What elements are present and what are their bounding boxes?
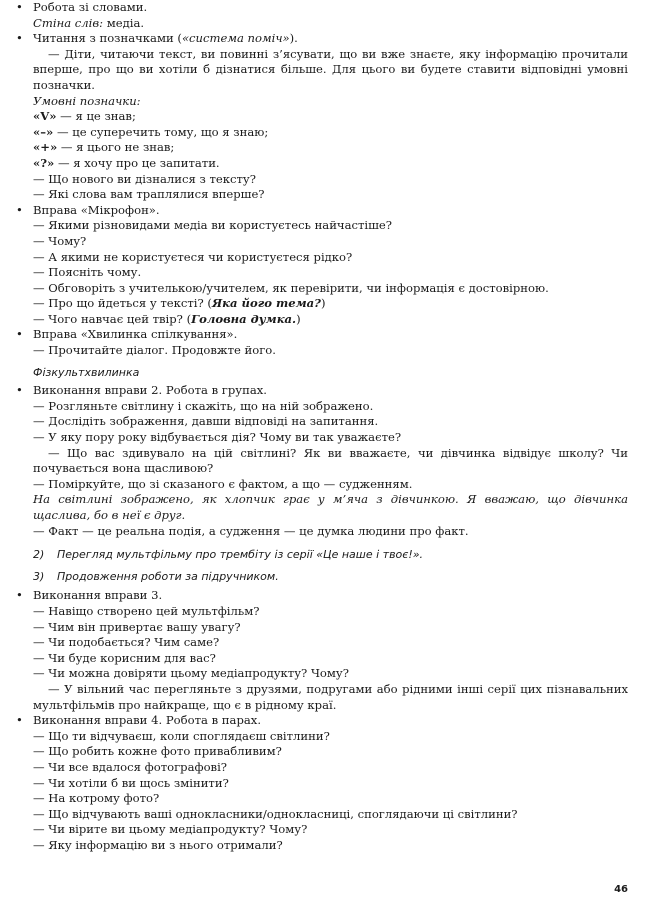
question-line: — На котрому фото? — [33, 791, 160, 806]
question-line: — Чи подобається? Чим саме? — [33, 635, 220, 650]
page-number: 46 — [614, 884, 628, 895]
question-paragraph: — Що вас здивувало на цій світлині? Як ви вважаєте, чи дівчинка відвідує школу? Чи почувається вона щасливою? — [33, 445, 628, 476]
bullet-work-with-words: • Робота зі словами. — [0, 0, 650, 16]
question-line: — Чи буде корисним для вас? — [33, 650, 216, 665]
question-line: — Обговоріть з учителькою/учителем, як перевірити, чи інформація є достовірною. — [33, 280, 549, 295]
question-line: — Що нового ви дізналися з тексту? — [33, 171, 256, 186]
question-line: — Що відчувають ваші однокласники/однокласниці, споглядаючи ці світлини? — [33, 806, 518, 821]
sample-answer-paragraph: На світлині зображено, як хлопчик грає у м’яча з дівчинкою. Я вважаю, що дівчинка щаслива, бо в неї є друг. — [33, 492, 628, 522]
question-line: — Чи хотіли б ви щось змінити? — [33, 775, 229, 790]
mark-minus-line: «–» — це суперечить тому, що я знаю; — [33, 124, 269, 139]
question-line: — Поміркуйте, що зі сказаного є фактом, а що — судженням. — [33, 476, 413, 491]
question-line: — Які слова вам траплялися вперше? — [33, 187, 265, 202]
question-line: — Дослідіть зображення, давши відповіді на запитання. — [33, 414, 379, 429]
physical-break-heading: Фізкультхвилинка — [33, 365, 140, 379]
question-line: — Чому? — [33, 233, 87, 248]
question-line: — Чи все вдалося фотографові? — [33, 759, 227, 774]
question-line: — Яку інформацію ви з нього отримали? — [33, 837, 283, 852]
bullet-exercise-4: • Виконання вправи 4. Робота в парах. — [0, 713, 650, 729]
conventional-marks-heading: Умовні позначки: — [33, 93, 141, 108]
question-line: — Поясніть чому. — [33, 265, 142, 280]
question-line: — Про що йдеться у тексті? (Яка його тема?) — [33, 296, 326, 311]
mark-v-line: «V» — я це знав; — [33, 109, 136, 124]
bullet-microphone-exercise: • Вправа «Мікрофон». — [0, 203, 650, 219]
question-line: — А якими не користуєтеся чи користуєтеся рідко? — [33, 249, 353, 264]
bullet-exercise-2: • Виконання вправи 2. Робота в групах. — [0, 383, 650, 399]
question-line: — Прочитайте діалог. Продовжте його. — [33, 343, 276, 358]
section-3-heading: 3) Продовження роботи за підручником. — [33, 569, 279, 583]
bullet-exercise-3: • Виконання вправи 3. — [0, 588, 650, 604]
mark-question-line: «?» — я хочу про це запитати. — [33, 155, 220, 170]
question-line: — Навіщо створено цей мультфільм? — [33, 603, 260, 618]
question-line: — Чи можна довіряти цьому медіапродукту? Чому? — [33, 666, 349, 681]
question-line: — Якими різновидами медіа ви користуєтесь найчастіше? — [33, 218, 392, 233]
question-line: — Чи вірите ви цьому медіапродукту? Чому? — [33, 822, 308, 837]
reading-instruction-paragraph: — Діти, читаючи текст, ви повинні з’ясувати, що ви вже знаєте, яку інформацію прочитали вперше, про що ви хотіли б дізнатися більше. Для цього ви будете ставити відповідні умовні позначки. — [33, 46, 628, 92]
homework-paragraph: — У вільний час перегляньте з друзями, подругами або рідними інші серії цих пізнавальних мультфільмів про найкраще, що є в рідному краї. — [33, 681, 628, 712]
question-line: — Розгляньте світлину і скажіть, що на ній зображено. — [33, 398, 374, 413]
bullet-reading-with-marks: • Читання з позначками («система поміч»). — [0, 31, 650, 47]
word-wall-line: Стіна слів: медіа. — [33, 15, 145, 30]
question-line: — Чого навчає цей твір? (Головна думка.) — [33, 311, 301, 326]
question-line: — Що робить кожне фото привабливим? — [33, 744, 282, 759]
mark-plus-line: «+» — я цього не знав; — [33, 140, 175, 155]
section-2-heading: 2) Перегляд мультфільму про трембіту із серії «Це наше і твоє!». — [33, 548, 424, 562]
bullet-communication-minute: • Вправа «Хвилинка спілкування». — [0, 327, 650, 343]
question-line: — У яку пору року відбувається дія? Чому ви так уважаєте? — [33, 430, 402, 445]
question-line: — Чим він привертає вашу увагу? — [33, 619, 241, 634]
fact-definition-line: — Факт — це реальна подія, а судження — це думка людини про факт. — [33, 523, 469, 538]
question-line: — Що ти відчуваєш, коли споглядаєш світлини? — [33, 728, 330, 743]
